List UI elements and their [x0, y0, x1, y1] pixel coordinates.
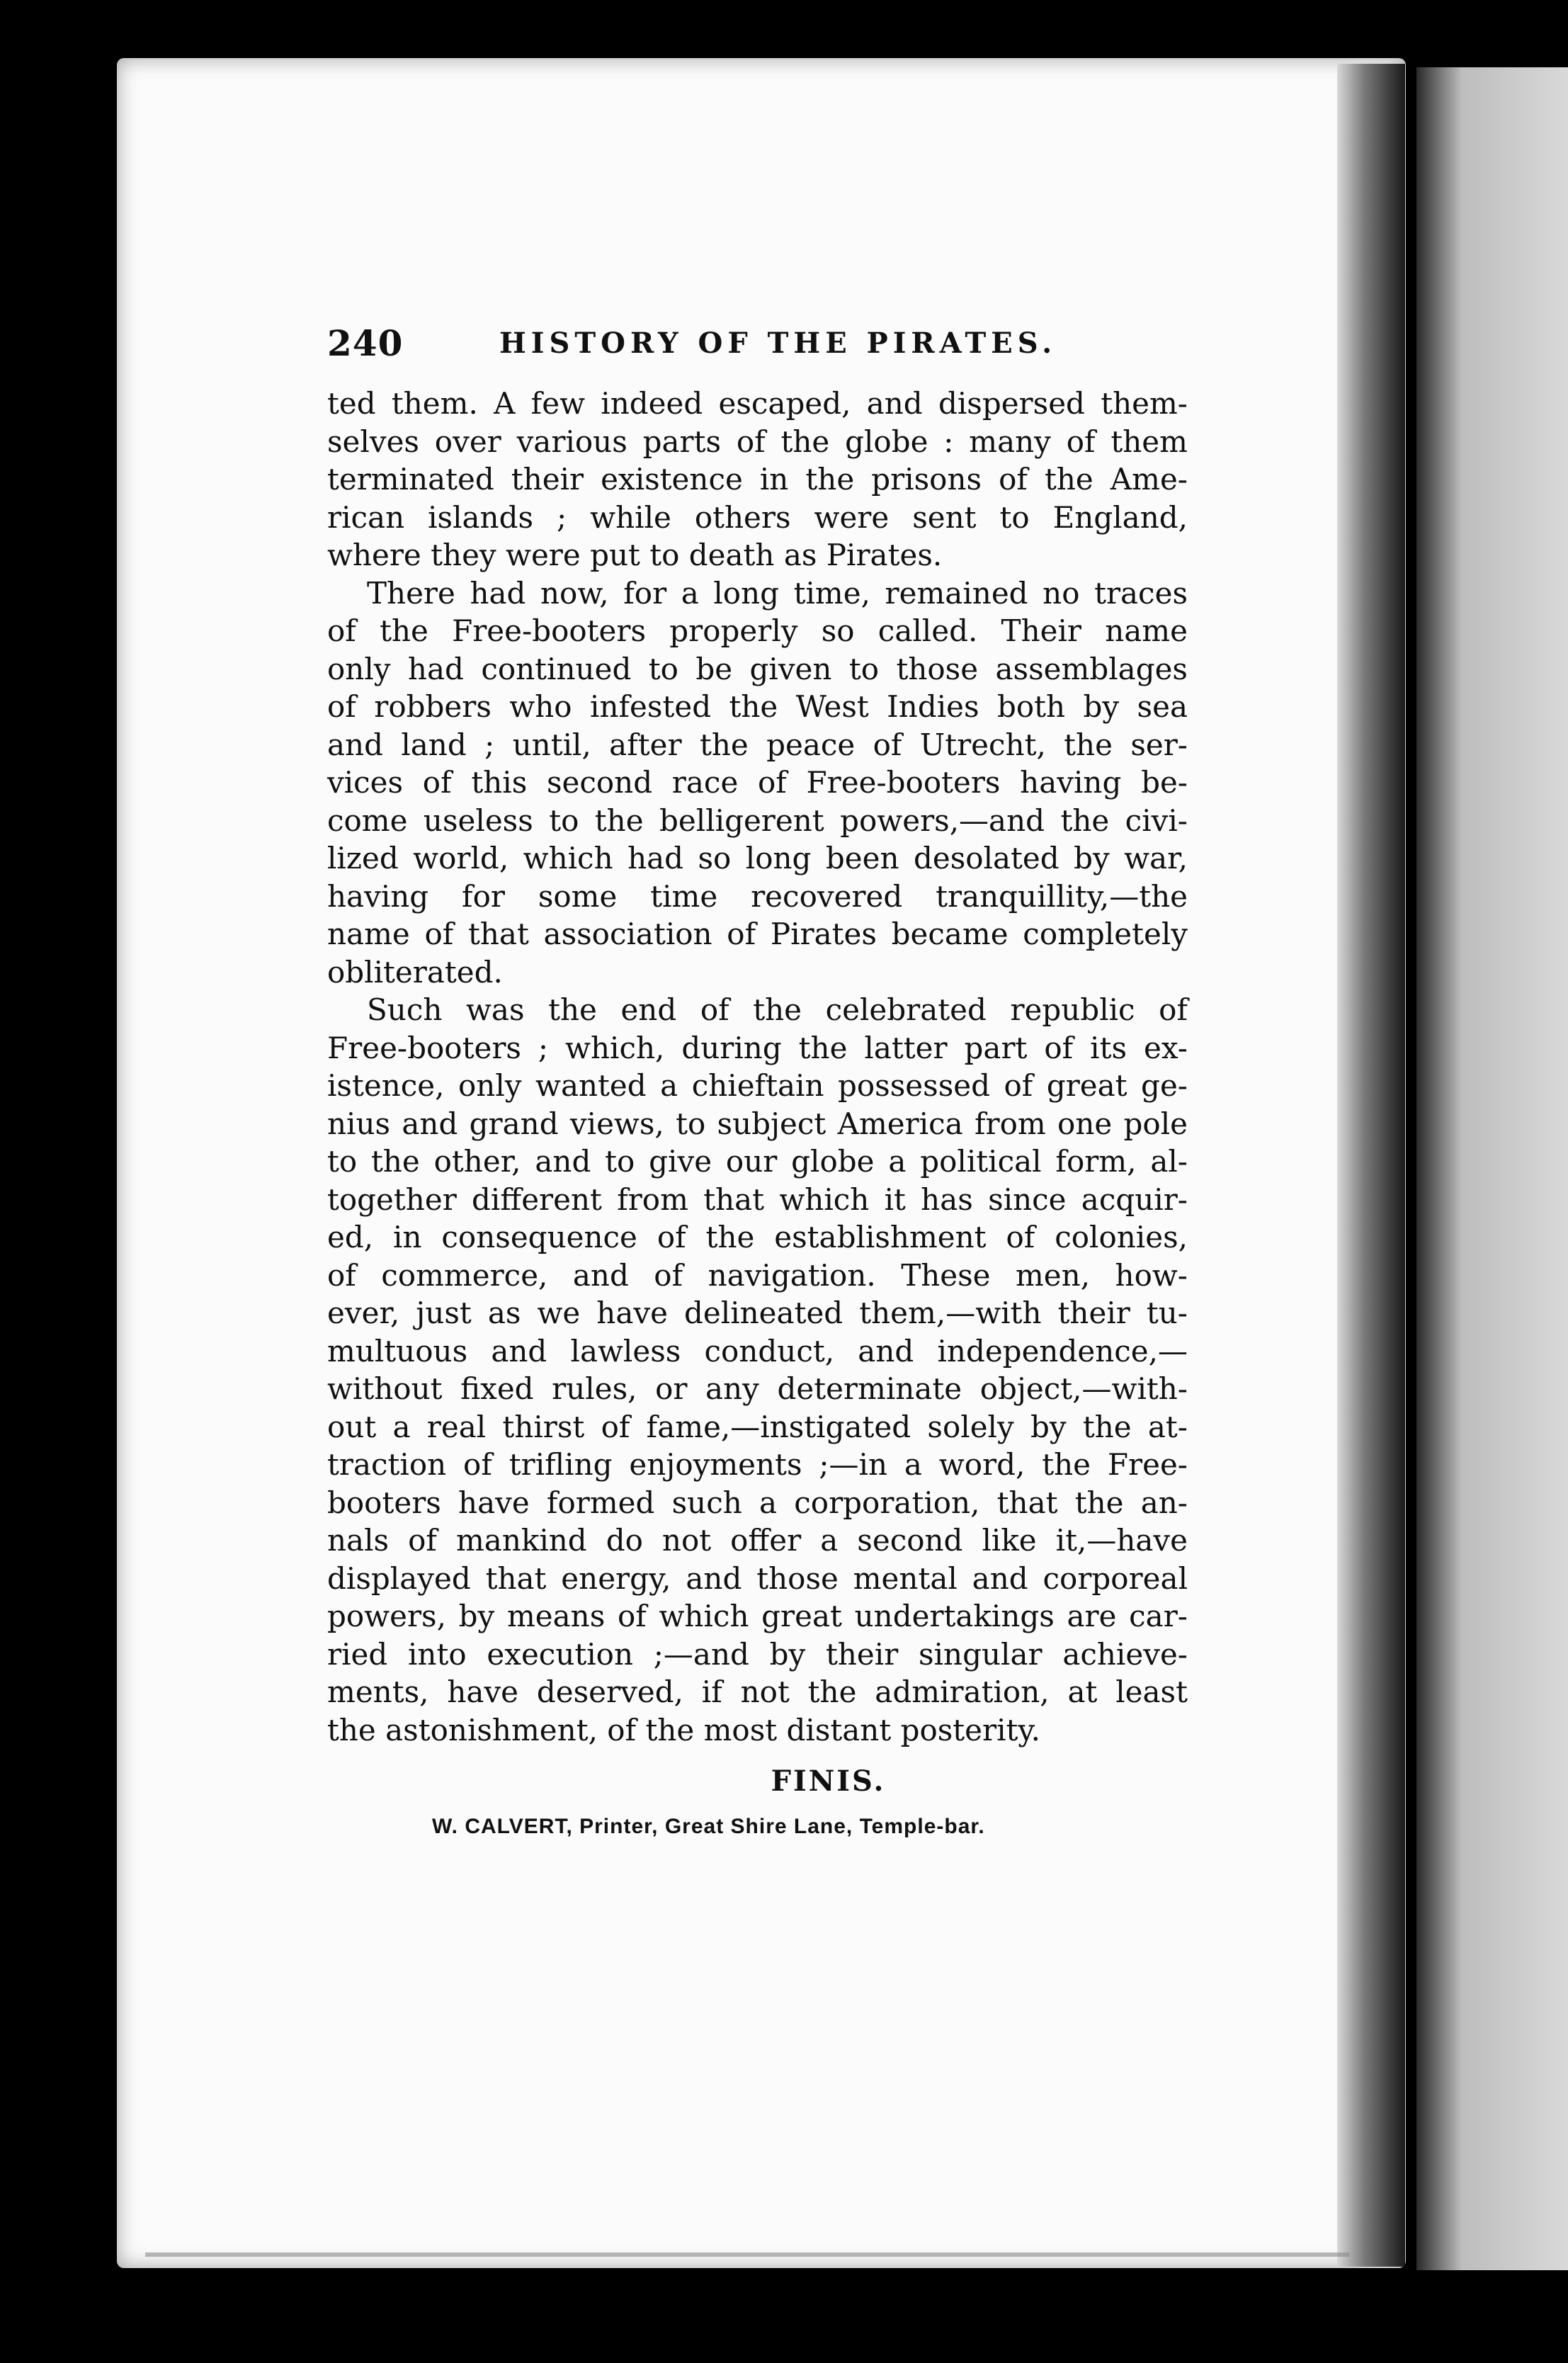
text-line: Such was the end of the celebrated republic of: [367, 992, 1188, 1027]
facing-page-edge: [1416, 67, 1568, 2270]
text-line: vices of this second race of Free-booters having be-: [327, 765, 1188, 800]
text-line: out a real thirst of fame,—instigated solely by the at-: [327, 1409, 1188, 1444]
text-line: having for some time recovered tranquillity,—the: [327, 878, 1188, 914]
text-line: istence, only wanted a chieftain possessed of great ge-: [327, 1068, 1188, 1103]
text-line: ed, in consequence of the establishment of colonies,: [327, 1220, 1188, 1254]
text-line: ried into execution ;—and by their singular achieve-: [327, 1636, 1188, 1672]
text-line: multuous and lawless conduct, and independence,—: [327, 1333, 1188, 1368]
text-line: rican islands ; while others were sent to England,: [327, 499, 1188, 535]
body-text: [327, 385, 1188, 1749]
text-line: nius and grand views, to subject America from one pole: [327, 1106, 1188, 1141]
text-line: obliterated.: [327, 954, 503, 990]
text-line: and land ; until, after the peace of Utrecht, the ser-: [327, 727, 1188, 762]
text-line: where they were put to death as Pirates.: [327, 538, 943, 572]
page-bottom-edge: [145, 2252, 1349, 2257]
printer-imprint: W. CALVERT, Printer, Great Shire Lane, Temple-bar.: [432, 1815, 985, 1838]
text-line: come useless to the belligerent powers,—and the civi-: [327, 803, 1188, 838]
text-line: ments, have deserved, if not the admiration, at least: [327, 1674, 1188, 1709]
text-block: [327, 322, 1188, 1839]
text-line: of commerce, and of navigation. These men, how-: [327, 1257, 1188, 1293]
text-line: of robbers who infested the West Indies both by sea: [327, 689, 1188, 724]
text-line: Free-booters ; which, during the latter part of its ex-: [327, 1030, 1188, 1065]
book-gutter: [1337, 64, 1405, 2267]
text-line: booters have formed such a corporation, that the an-: [327, 1485, 1188, 1520]
text-line: lized world, which had so long been desolated by war,: [327, 841, 1188, 876]
page-number: 240: [327, 322, 404, 364]
finis-mark: FINIS.: [771, 1764, 886, 1798]
text-line: nals of mankind do not offer a second like it,—have: [327, 1523, 1188, 1558]
text-line: together different from that which it has since acquir-: [327, 1182, 1188, 1217]
text-line: only had continued to be given to those assemblages: [327, 651, 1188, 686]
text-line: the astonishment, of the most distant posterity.: [327, 1712, 1040, 1747]
text-line: selves over various parts of the globe : many of them: [327, 424, 1188, 459]
running-head: [327, 322, 1188, 379]
text-line: displayed that energy, and those mental and corporeal: [327, 1560, 1188, 1596]
running-title: HISTORY OF THE PIRATES.: [499, 327, 1057, 360]
text-line: name of that association of Pirates became completely: [327, 917, 1188, 951]
text-line: powers, by means of which great undertakings are car-: [327, 1599, 1188, 1633]
text-line: ted them. A few indeed escaped, and dispersed them-: [327, 386, 1188, 421]
text-line: There had now, for a long time, remained no traces: [367, 575, 1188, 611]
text-line: of the Free-booters properly so called. Their name: [327, 613, 1188, 648]
text-line: without fixed rules, or any determinate object,—with-: [327, 1371, 1188, 1406]
text-line: traction of trifling enjoyments ;—in a word, the Free-: [327, 1447, 1188, 1482]
text-line: to the other, and to give our globe a political form, al-: [327, 1144, 1188, 1179]
text-line: ever, just as we have delineated them,—with their tu-: [327, 1296, 1188, 1330]
text-line: terminated their existence in the prisons of the Ame-: [327, 462, 1188, 497]
